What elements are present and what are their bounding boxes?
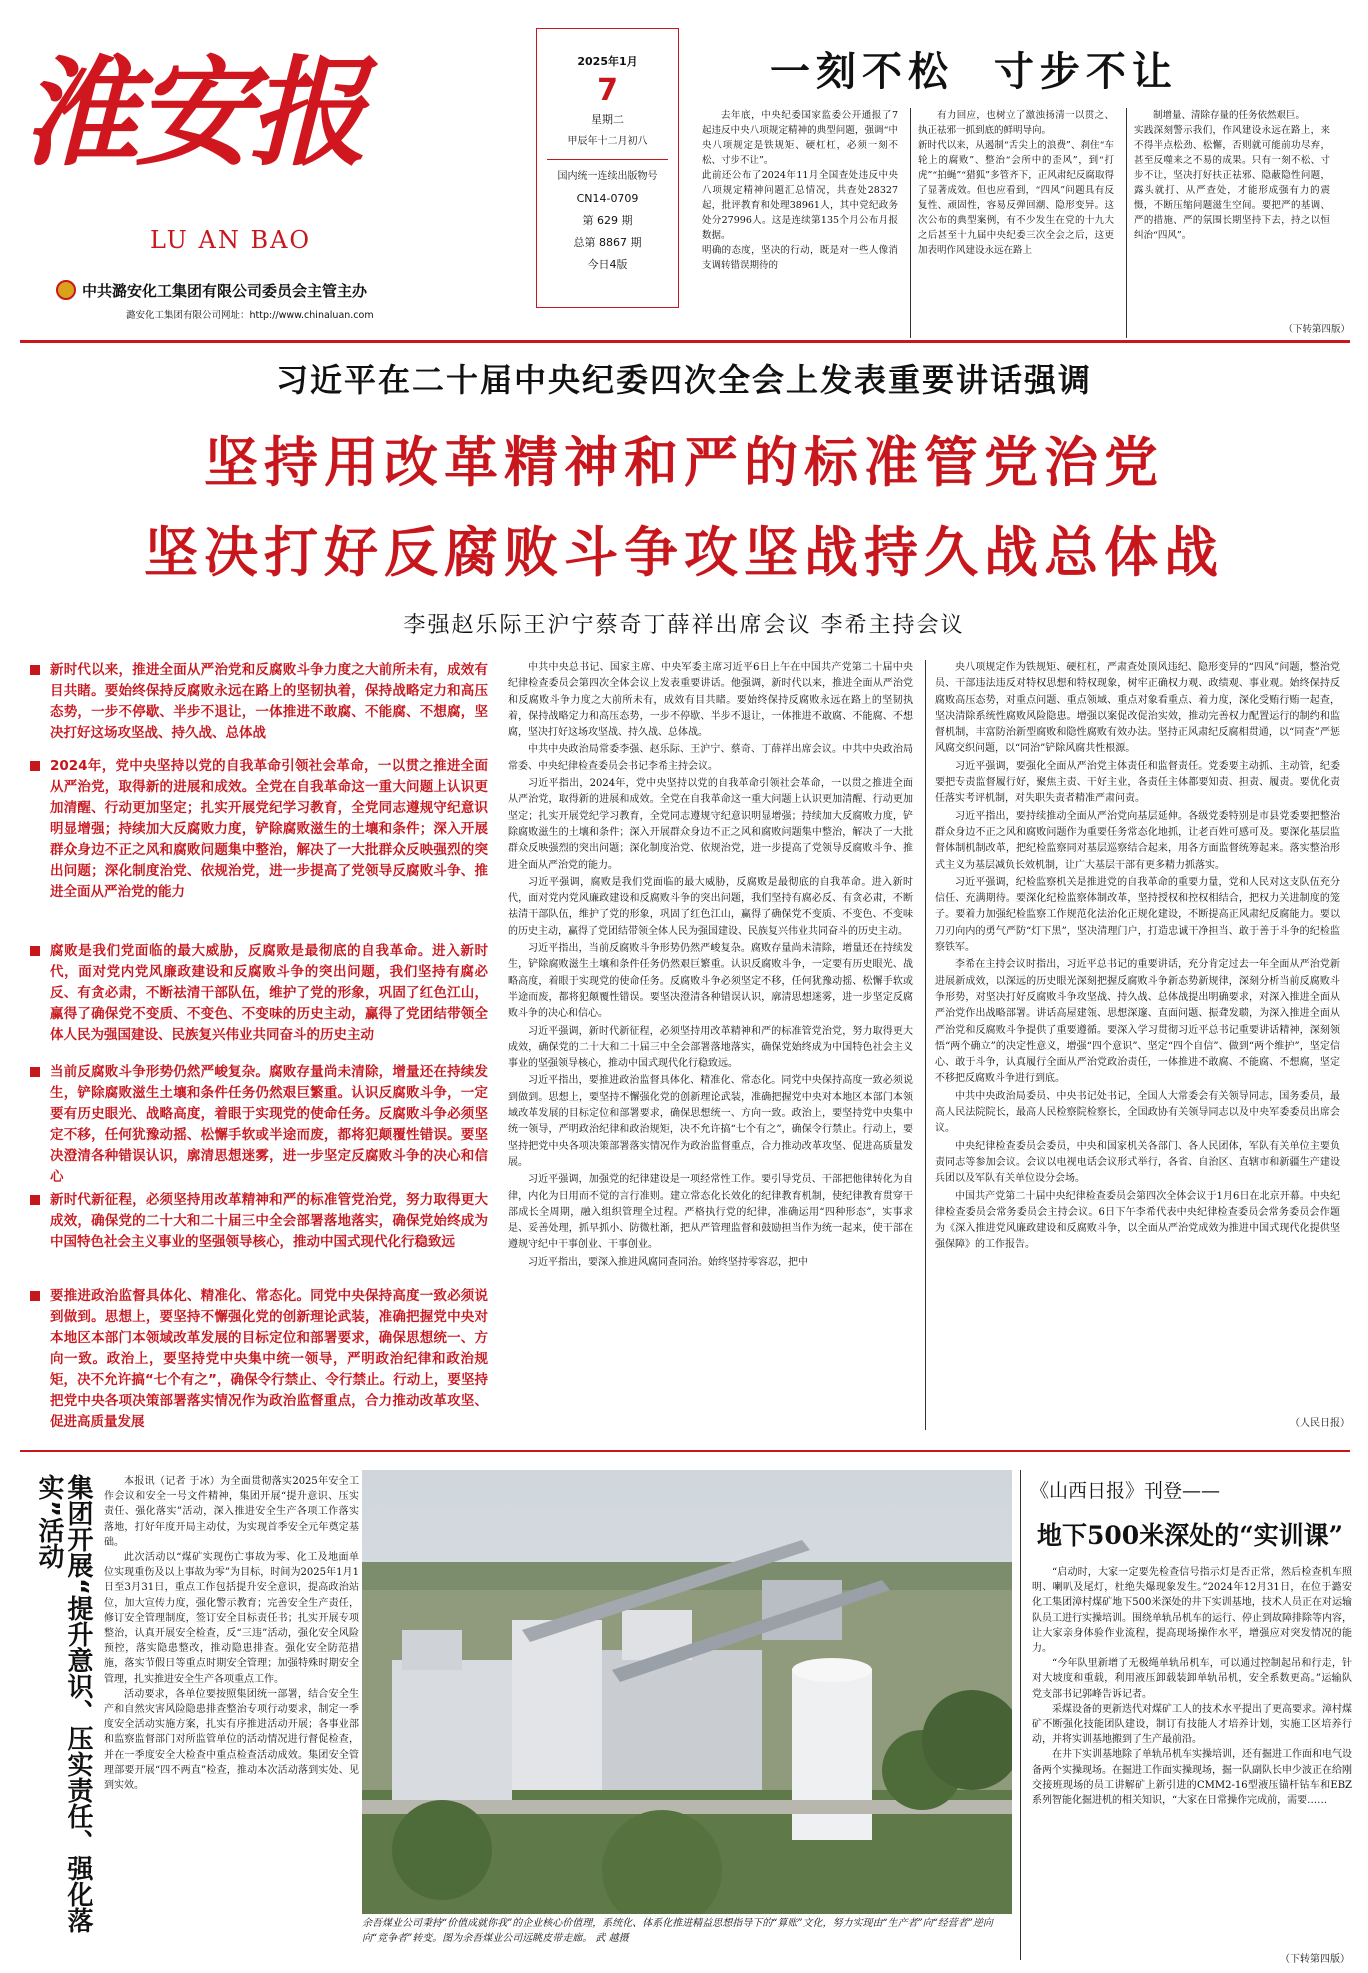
subheadline: 李强赵乐际王沪宁蔡奇丁薛祥出席会议 李希主持会议 [403, 613, 965, 638]
article-paragraph: 中共中央政治局委员、中央书记处书记，全国人大常委会有关领导同志，国务委员，最高人民法院院长，最高人民检察院检察长，全国政协有关领导同志以及中央军委委员出席会议。 [935, 1090, 1340, 1135]
article-paragraph: 李希在主持会议时指出，习近平总书记的重要讲话，充分肯定过去一年全面从严治党新进展新成效，以深远的历史眼光深刻把握反腐败斗争新态势新规律，深刻分析当前反腐败斗争形势，对坚决打好反腐败斗争攻坚战、持久战、总体战提出明确要求，对深入推进全面从严治党作出战略部署。讲话高屋建瓴、思想深邃、直面问题、振聋发聩，为深入推进全面从严治党和反腐败斗争提供了重要遵循。要深入学习贯彻习近平总书记重要讲话精神，深刻领悟“两个确立”的决定性意义，增强“四个意识”、坚定“四个自信”、做到“两个维护”，坚定信心、敢于斗争，认真履行全面从严治党政治责任，一体推进不敢腐、不能腐、不想腐，坚定不移把反腐败斗争进行到底。 [935, 959, 1340, 1085]
article-paragraph: 活动要求，各单位要按照集团统一部署，结合安全生产和自然灾害风险隐患排查整治专项行动要求，制定一季度安全活动实施方案，扎实有序推进活动开展；各事业部和监察监督部门对所监管单位的活动情况进行督促检查，并在一季度安全大检查中重点检查活动成效。集团安全管理部要开展“四不两直”检查，推动本次活动落到实处、见到实效。 [104, 1688, 359, 1792]
issue-weekday: 星期二 [591, 113, 624, 126]
key-point [28, 941, 488, 1046]
masthead-latin: LU AN BAO [150, 226, 312, 254]
key-point [28, 660, 488, 744]
article-paragraph: 本报讯（记者 于冰）为全面贯彻落实2025年安全工作会议和安全一号文件精神，集团开展“提升意识、压实责任、强化落实”活动，深入推进安全生产各项工作落实落地，打好年度开局主动仗，为实现首季安全元年奠定基础。 [104, 1476, 359, 1548]
article-paragraph: 此次活动以“煤矿实现伤亡事故为零、化工及地面单位实现重伤及以上事故为零”为目标，时间为2025年1月1日至3月31日，重点工作包括提升安全意识，提高政治站位，加大宣传力度，强化警示教育；完善安全生产责任，修订安全管理制度，签订安全目标责任书；扎实开展专项整治，认真开展安全检查，反“三违”活动，强化安全风险预控，落实隐患整改，推动隐患排查。强化安全防范措施，落实节假日等重点时期安全管理；加强特殊时期安全管理，扎实推进安全生产各项重点工作。 [104, 1552, 359, 1685]
article-paragraph: 习近平指出，当前反腐败斗争形势仍然严峻复杂。腐败存量尚未清除，增量还在持续发生，铲除腐败滋生土壤和条件任务仍然艰巨繁重。认识反腐败斗争，一定要有历史眼光、战略高度，着眼于实现党的使命任务。反腐败斗争必须坚定不移，任何犹豫动摇、松懈手软或半途而废，都将犯颠覆性错误。要坚决澄清各种错误认识，廓清思想迷雾，进一步坚定反腐败斗争的决心和信心。 [508, 943, 913, 1020]
coal-plant-photo [362, 1470, 1012, 1914]
main-headline-2: 坚决打好反腐败斗争攻坚战持久战总体战 [144, 521, 1224, 584]
article-paragraph: 习近平指出，2024年，党中央坚持以党的自我革命引领社会革命，一以贯之推进全面从严治党，取得新的进展和成效。全党在自我革命这一重大问题上认识更加清醒、行动更加坚定；扎实开展党纪学习教育，全党同志遵规守纪意识明显增强；持续加大反腐败力度，铲除腐败滋生的土壤和条件；深入开展群众身边不正之风和腐败问题集中整治，解决了一大批群众反映强烈的突出问题；深化制度治党、依规治党，进一步提高了党领导反腐败斗争、推进全面从严治党的能力。 [508, 778, 913, 871]
issue-day: 7 [597, 73, 618, 108]
photo-caption: 余吾煤业公司秉持“价值成就你我”的企业核心价值理，系统化、体系化推进精益思想指导下的“算账”文化，努力实现由“生产者”向“经营者”逆向向“竞争者”转变。图为余吾煤业公司远眺皮带走廊。 武 越摄 [362, 1918, 993, 1944]
commentary-col-3 [1134, 108, 1330, 323]
publisher-org: 中共潞安化工集团有限公司委员会主管主办 [82, 282, 368, 300]
key-point-text: 当前反腐败斗争形势仍然严峻复杂。腐败存量尚未清除，增量还在持续发生，铲除腐败滋生土壤和条件任务仍然艰巨繁重。认识反腐败斗争，一定要有历史眼光、战略高度，着眼于实现党的使命任务。反腐败斗争必须坚定不移，任何犹豫动摇、松懈手软或半途而废，都将犯颠覆性错误。要坚决澄清各种错误认识，廓清思想迷雾，进一步坚定反腐败斗争的决心和信心 [50, 1064, 488, 1185]
page-count: 今日4版 [587, 258, 628, 271]
main-headline-1: 坚持用改革精神和严的标准管党治党 [204, 431, 1164, 494]
reprint-title: 地下500米深处的“实训课” [1037, 1521, 1343, 1550]
key-point-text: 新时代新征程，必须坚持用改革精神和严的标准管党治党，努力取得更大成效，确保党的二十大和二十届三中全会部署落地落实，确保党始终成为中国特色社会主义事业的坚强领导核心，推动中国式现代化行稳致远 [50, 1192, 488, 1250]
article-paragraph: 习近平强调，加强党的纪律建设是一项经常性工作。要引导党员、干部把他律转化为自律，内化为日用而不觉的言行准则。建立常态化长效化的纪律教育机制，使纪律教育贯穿干部成长全周期，融入组织管理全过程。严格执行党的纪律，准确运用“四种形态”，实事求是、妥善处理，抓早抓小、防微杜渐，把从严管理监督和鼓励担当作为统一起来，使干部在遵规守纪中干事创业、干事创业。 [508, 1174, 913, 1251]
key-point [28, 1062, 488, 1188]
serial-cn: CN14-0709 [576, 192, 639, 205]
commentary-col-3-text: 制增量、清除存量的任务依然艰巨。 实践深刻警示我们，作风建设永远在路上，来不得半点松劲、松懈，否则就可能前功尽弃，甚至反噬来之不易的成果。只有一刻不松、寸步不让，坚决打好扶正祛邪、隐蔽隐性问题，露头就打、从严查处，才能形成强有力的震慑，不断压缩问题滋生空间。要把严的基调、严的措施、严的氛围长期坚持下去，持之以恒纠治“四风”。 [1134, 110, 1330, 241]
commentary-continued: （下转第四版） [1283, 324, 1350, 335]
publisher-website: 潞安化工集团有限公司网址：http://www.chinaluan.com [126, 310, 374, 321]
commentary-col-1-text: 去年底，中央纪委国家监委公开通报了7起违反中央八项规定精神的典型问题，强调“中央八项规定是铁规矩、硬杠杠，必须一刻不松、寸步不让”。 此前还公布了2024年11月全国查处违反中央八项规定精神问题汇总情况，共查处28327起，批评教育和处理38961人，其中党纪政务处分27996人。这是连续第135个月公布月报数据。 明确的态度，坚决的行动，既是对一些人像消支调转错误期待的 [702, 110, 898, 271]
article-paragraph: 习近平强调，腐败是我们党面临的最大威胁，反腐败是最彻底的自我革命。进入新时代，面对党内党风廉政建设和反腐败斗争的突出问题，我们坚持有腐必反、有贪必肃，不断祛清干部队伍，维护了党的形象，巩固了红色江山，赢得了确保党不变质、不变色、不变味的历史主动，赢得了党团结带领全体人民为强国建设、民族复兴伟业共同奋斗的历史主动。 [508, 876, 913, 937]
commentary-col-2 [918, 108, 1114, 338]
reprint-continued: （下转第四版） [1280, 1954, 1350, 1965]
safety-campaign-headline: 集团开展“提升意识、压实责任、强化落实”活动 [34, 1474, 93, 1934]
key-point [28, 756, 488, 903]
article-credit: （人民日报） [1290, 1418, 1350, 1429]
commentary-col-2-text: 有力回应，也树立了激浊扬清一以贯之、执正祛邪一抓到底的鲜明导向。 新时代以来，从遏制“舌尖上的浪费”、刹住“车轮上的腐败”、整治“会所中的歪风”，到“打虎”“拍蝇”“猎狐”多管齐下，正风肃纪反腐取得了显著成效。但也应看到，“四风”问题具有反复性、顽固性，容易反弹回潮、隐形变异。这次公布的典型案例，有不少发生在党的十九大之后甚至十九届中央纪委三次全会之后，这更加表明作风建设永远在路上 [918, 110, 1114, 256]
article-paragraph: 习近平指出，要推进政治监督具体化、精准化、常态化。同党中央保持高度一致必须说到做到。思想上，要坚持不懈强化党的创新理论武装，准确把握党中央对本地区本部门本领域改革发展的目标定位和部署要求，确保思想统一、方向一致。政治上，要坚持党中央集中统一领导，严明政治纪律和政治规矩，决不允许搞“七个有之”，确保令行禁止。行动上，要坚持把党中央各项决策部署落实情况作为政治监督重点，合力推动改革攻坚、促进高质量发展。 [508, 1075, 913, 1168]
article-paragraph: 央八项规定作为铁规矩、硬杠杠，严肃查处顶风违纪、隐形变异的“四风”问题，整治党员、干部违法违反对特权思想和特权现象，树牢正确权力观、政绩观、事业观。始终保持反腐败高压态势，对重点问题、重点领域、重点对象看重点、着力度，深化受贿行贿一起查，坚决清除系统性腐败风险隐患。增强以案促改促治实效，推动完善权力配置运行的制约和监督机制，丰富防治新型腐败和隐性腐败有效办法。坚持正风肃纪反腐相贯通，以“同查”严惩风腐交织问题，以“同治”铲除风腐共性根源。 [935, 662, 1340, 755]
section-divider [20, 1450, 1350, 1452]
article-paragraph: 中共中央政治局常委李强、赵乐际、王沪宁、蔡奇、丁薛祥出席会议。中共中央政治局常委、中央纪律检查委员会书记李希主持会议。 [508, 744, 913, 772]
safety-campaign-article [104, 1474, 359, 1964]
reprint-article [1032, 1565, 1352, 1945]
issue-year-month: 2025年1月 [577, 55, 638, 68]
key-point-text: 腐败是我们党面临的最大威胁，反腐败是最彻底的自我革命。进入新时代，面对党内党风廉政建设和反腐败斗争的突出问题，我们坚持有腐必反、有贪必肃，不断祛清干部队伍，维护了党的形象，巩固了红色江山，赢得了确保党不变质、不变色、不变味的历史主动，赢得了党团结带领全体人民为强国建设、民族复兴伟业共同奋斗的历史主动 [50, 943, 488, 1043]
commentary-title: 一刻不松 寸步不让 [770, 48, 1178, 95]
masthead-divider [20, 340, 1350, 343]
article-paragraph: “启动时，大家一定要先检查信号指示灯是否正常，然后检查机车照明、喇叭及尾灯，杜绝失爆现象发生。”2024年12月31日，在位于潞安化工集团漳村煤矿地下500米深处的井下实训基地，技术人员正在对运输队员工进行实操培训。围绕单轨吊机车的运行、停止到故障排除等内容，让大家亲身体验作业流程，提高现场操作水平，增强应对突发情况的能力。 [1032, 1567, 1352, 1655]
issue-number: 第 629 期 [582, 214, 633, 227]
kicker-headline: 习近平在二十届中央纪委四次全会上发表重要讲话强调 [275, 361, 1092, 399]
article-paragraph: “今年队里新增了无极绳单轨吊机车，可以通过控制起吊和行走，针对大坡度和重载，利用液压卸载装卸单轨吊机，安全系数更高。”运输队党支部书记郭峰告诉记者。 [1032, 1658, 1352, 1700]
masthead-logo: 淮安报 [14, 43, 391, 182]
article-paragraph: 习近平指出，要持续推动全面从严治党向基层延伸。各级党委特别是市县党委要把整治群众身边不正之风和腐败问题作为重要任务常态化地抓，让老百姓可感可及。要深化基层监督体制机制改革，把纪检监察同对基层巡察结合起来，用各方面监督统筹起来。落实整治形式主义为基层减负长效机制，让广大基层干部有更多精力抓落实。 [935, 810, 1340, 871]
party-emblem-icon [56, 280, 76, 300]
reprint-source: 《山西日报》刊登—— [1030, 1480, 1221, 1502]
commentary-col-1 [702, 108, 898, 338]
article-paragraph: 在井下实训基地除了单轨吊机车实操培训，还有掘进工作面和电气设备两个实操现场。在掘进工作面实操现场，掘一队副队长申少波正在给刚交接班现场的员工讲解矿上新引进的CMM2-16型液压锚杆钻车和EBZ系列智能化掘进机的相关知识，“大家在日常操作完成前，需要…… [1032, 1749, 1352, 1807]
key-point [28, 1190, 488, 1253]
key-point-text: 要推进政治监督具体化、精准化、常态化。同党中央保持高度一致必须说到做到。思想上，要坚持不懈强化党的创新理论武装，准确把握党中央对本地区本部门本领域改革发展的目标定位和部署要求，确保思想统一、方向一致。政治上，要坚持党中央集中统一领导，严明政治纪律和政治规矩，决不允许搞“七个有之”，确保令行禁止、令行禁止。行动上，要坚持把党中央各项决策部署落实情况作为政治监督重点，合力推动改革攻坚、促进高质量发展 [50, 1288, 488, 1430]
article-paragraph: 习近平强调，新时代新征程，必须坚持用改革精神和严的标准管党治党，努力取得更大成效，确保党的二十大和二十届三中全会部署落地落实，确保党始终成为中国特色社会主义事业的坚强领导核心，推动中国式现代化行稳致远。 [508, 1025, 913, 1070]
issue-date-box [536, 28, 679, 308]
article-body-col-1 [508, 660, 913, 1430]
article-paragraph: 习近平指出，要深入推进风腐同查同治。始终坚持零容忍，把中 [528, 1256, 808, 1268]
article-paragraph: 习近平强调，要强化全面从严治党主体责任和监督责任。党委要主动抓、主动管，纪委要把专责监督履行好，聚焦主责、干好主业，各责任主体都要知责、担责、履责。要优化责任落实考评机制，对失职失责者精准严肃问责。 [935, 760, 1340, 805]
serial-label: 国内统一连续出版物号 [557, 171, 658, 182]
article-paragraph: 中国共产党第二十届中央纪律检查委员会第四次全体会议于1月6日在北京开幕。中央纪律检查委员会常务委员会主持会议。6日下午李希代表中央纪律检查委员会常务委员会作题为《深入推进党风廉政建设和反腐败斗争，以全面从严治党成效为推进中国式现代化提供坚强保障》的工作报告。 [935, 1190, 1340, 1251]
article-paragraph: 中央纪律检查委员会委员，中央和国家机关各部门、各人民团体，军队有关单位主要负责同志等参加会议。会议以电视电话会议形式举行，各省、自治区、直辖市和新疆生产建设兵团以及军队有关单位设分会场。 [935, 1140, 1340, 1185]
issue-total: 总第 8867 期 [573, 236, 642, 249]
key-point [28, 1286, 488, 1433]
article-body-col-2 [935, 660, 1340, 1412]
issue-lunar-date: 甲辰年十二月初八 [567, 136, 648, 147]
key-point-text: 新时代以来，推进全面从严治党和反腐败斗争力度之大前所未有，成效有目共睹。要始终保持反腐败永远在路上的坚韧执着，保持战略定力和高压态势，一步不停歇、半步不退让，一体推进不敢腐、不能腐、不想腐，坚决打好这场攻坚战、持久战、总体战 [50, 662, 488, 741]
key-point-text: 2024年，党中央坚持以党的自我革命引领社会革命，一以贯之推进全面从严治党，取得新的进展和成效。全党在自我革命这一重大问题上认识更加清醒、行动更加坚定；扎实开展党纪学习教育，全党同志遵规守纪意识明显增强；持续加大反腐败力度，铲除腐败滋生的土壤和条件；深入开展群众身边不正之风和腐败问题集中整治，解决了一大批群众反映强烈的突出问题；深化制度治党、依规治党，进一步提高了党领导反腐败斗争、推进全面从严治党的能力 [50, 758, 488, 900]
article-paragraph: 采煤设备的更新迭代对煤矿工人的技术水平提出了更高要求。漳村煤矿不断强化技能团队建设，制订有技能人才培养计划，实施工区培养行动，并将实训基地搬到了生产最前沿。 [1032, 1703, 1352, 1746]
article-paragraph: 中共中央总书记、国家主席、中央军委主席习近平6日上午在中国共产党第二十届中央纪律检查委员会第四次全体会议上发表重要讲话。他强调，新时代以来，推进全面从严治党和反腐败斗争力度之大前所未有，成效有目共睹。要始终保持反腐败永远在路上的坚韧执着，保持战略定力和高压态势，一步不停歇、半步不退让，一体推进不敢腐、不能腐、不想腐，坚决打好这场攻坚战、持久战、总体战。 [508, 662, 913, 739]
article-paragraph: 习近平强调，纪检监察机关是推进党的自我革命的重要力量，党和人民对这支队伍充分信任、充满期待。要深化纪检监察体制改革，坚持授权和控权相结合，把权力关进制度的笼子。要着力加强纪检监察工作规范化法治化正规化建设，不断提高正风肃纪反腐能力。要以刀刃向内的勇气严防“灯下黑”，坚决清理门户，打造忠诚干净担当、敢于善于斗争的纪检监察铁军。 [935, 876, 1340, 954]
